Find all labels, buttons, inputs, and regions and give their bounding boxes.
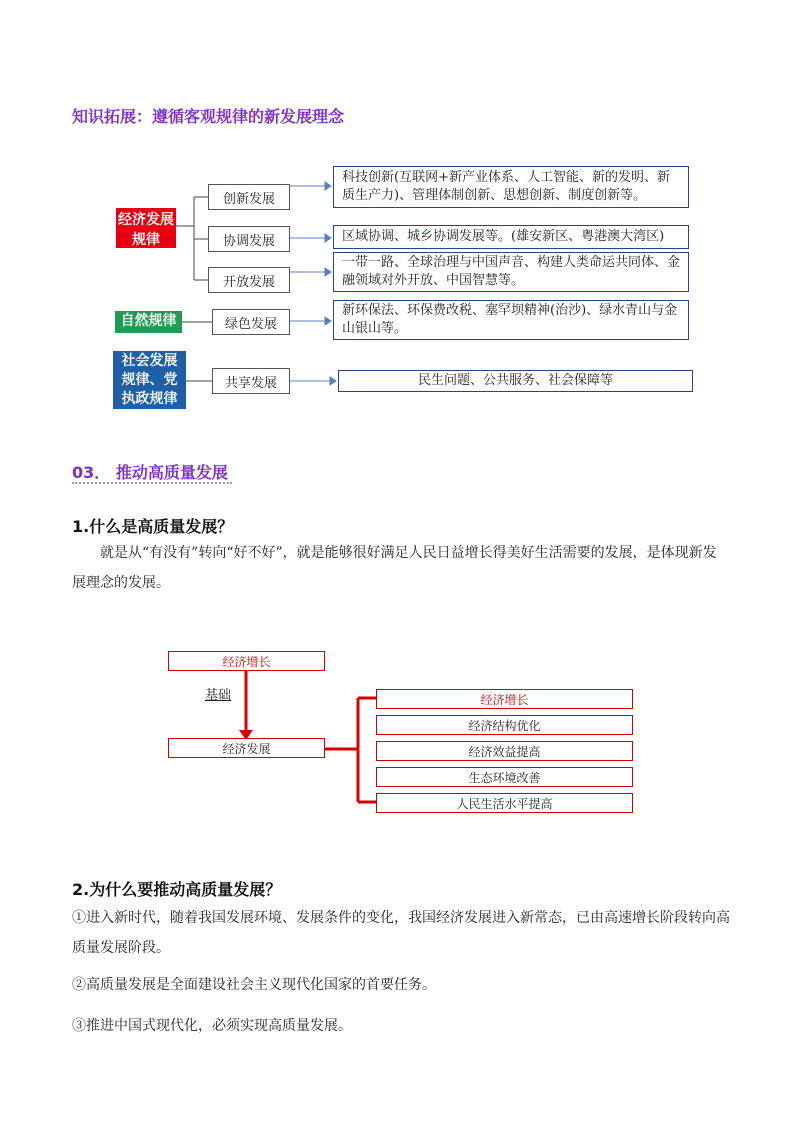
description-green: 新环保法、环保费改税、塞罕坝精神(治沙)、绿水青山与金山银山等。 xyxy=(333,300,689,340)
category-sharing: 共享发展 xyxy=(212,368,290,394)
question-2-point-3: ③推进中国式现代化，必须实现高质量发展。 xyxy=(72,1018,352,1034)
growth-diagram xyxy=(0,640,800,820)
category-green: 绿色发展 xyxy=(212,309,290,335)
question-2-point-2: ②高质量发展是全面建设社会主义现代化国家的首要任务。 xyxy=(72,977,436,993)
question-2-heading: 2.为什么要推动高质量发展？ xyxy=(72,880,282,899)
category-openness: 开放发展 xyxy=(208,267,290,293)
development-concept-diagram xyxy=(0,0,800,420)
group-label-nature: 自然规律 xyxy=(115,311,182,333)
group-label-economic: 经济发展规律 xyxy=(116,208,176,248)
branch-economic-growth: 经济增长 xyxy=(376,689,633,709)
description-sharing: 民生问题、公共服务、社会保障等 xyxy=(338,370,693,392)
description-innovation: 科技创新(互联网+新产业体系、人工智能、新的发明、新质生产力)、管理体制创新、思想创新、制度创新等。 xyxy=(333,166,689,208)
branch-efficiency-improvement: 经济效益提高 xyxy=(376,741,633,761)
branch-ecology-improvement: 生态环境改善 xyxy=(376,767,633,787)
section-heading-underline xyxy=(72,482,232,484)
description-coordination: 区域协调、城乡协调发展等。(雄安新区、粤港澳大湾区) xyxy=(333,225,689,249)
section-title: 知识拓展：遵循客观规律的新发展理念 xyxy=(72,107,345,126)
question-1-answer: 就是从“有没有”转向“好不好”，就是能够很好满足人民日益增长得美好生活需要的发展，是体现新发展理念的发展。 xyxy=(72,545,717,591)
category-coordination: 协调发展 xyxy=(208,226,290,252)
economic-growth-box: 经济增长 xyxy=(168,651,325,671)
question-2-point-1: ①进入新时代，随着我国发展环境、发展条件的变化，我国经济发展进入新常态，已由高速增长阶段转向高质量发展阶段。 xyxy=(72,910,730,956)
branch-structure-optimization: 经济结构优化 xyxy=(376,715,633,735)
category-innovation: 创新发展 xyxy=(208,184,290,210)
group-label-social: 社会发展规律、党执政规律 xyxy=(113,351,186,409)
arrow-label-foundation: 基础 xyxy=(205,688,232,703)
question-1-heading: 1.什么是高质量发展？ xyxy=(72,517,234,536)
economic-development-box: 经济发展 xyxy=(168,738,325,758)
description-openness: 一带一路、全球治理与中国声音、构建人类命运共同体、金融领域对外开放、中国智慧等。 xyxy=(333,252,689,292)
section-heading: 03． 推动高质量发展 xyxy=(72,463,228,482)
branch-living-standard: 人民生活水平提高 xyxy=(376,793,633,813)
